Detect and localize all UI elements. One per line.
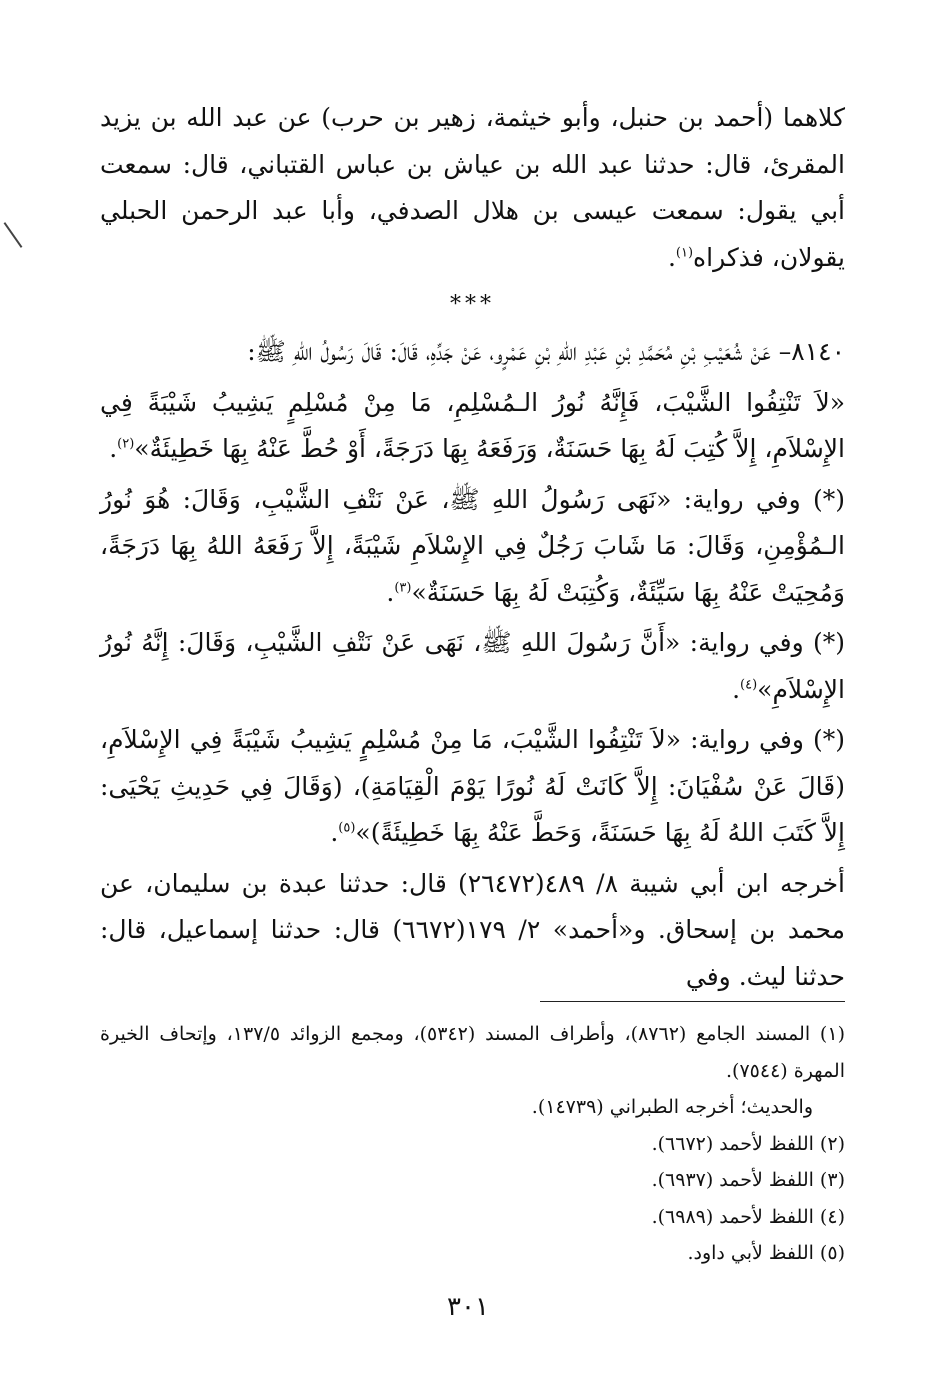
hadith-main-text: «لاَ تَنْتِفُوا الشَّيْبَ، فَإِنَّهُ نُورُ الـمُسْلِمِ، مَا مِنْ مُسْلِمٍ يَشِيبُ شَيْبَةً فِي الإِسْلاَمِ، إِلاَّ كُتِبَ لَهُ بِهَا حَسَنَةٌ، وَرَفَعَهُ بِهَا دَرَجَةً، أَوْ حُطَّ عَنْهُ بِهَا خَطِيئَةٌ» — [100, 387, 845, 463]
scan-edge-mark — [4, 222, 23, 248]
period: . — [330, 818, 339, 847]
hadith-heading — [100, 329, 845, 376]
hadith-text — [100, 380, 845, 473]
period: . — [667, 242, 676, 272]
footnote-ref-1: (١) — [675, 245, 694, 261]
footnote-4: (٤) اللفظ لأحمد (٦٩٨٩). — [651, 1205, 845, 1228]
variant-1-text: (*) وفي رواية: «نَهَى رَسُولُ اللهِ ﷺ، عَنْ نَتْفِ الشَّيْبِ، وَقَالَ: هُوَ نُورُ الـمُؤْمِنِ، وَقَالَ: مَا شَابَ رَجُلٌ فِي الإِسْلاَمِ شَيْبَةً، إِلاَّ رَفَعَهُ اللهُ بِهَا دَرَجَةً، وَمُحِيَتْ عَنْهُ بِهَا سَيِّئَةٌ، وَكُتِبَتْ لَهُ بِهَا حَسَنَةٌ» — [100, 484, 845, 607]
footnote-1-continuation: والحديث؛ أخرجه الطبراني (١٤٧٣٩). — [531, 1096, 813, 1118]
footnote-1: (١) المسند الجامع (٨٧٦٢)، وأطراف المسند (٥٣٤٢)، ومجمع الزوائد ١٣٧/٥، وإتحاف الخيرة المهرة (٧٥٤٤). — [100, 1023, 845, 1082]
period: . — [109, 434, 118, 463]
main-text — [100, 95, 845, 1000]
variant-2-text: (*) وفي رواية: «أَنَّ رَسُولَ اللهِ ﷺ، نَهَى عَنْ نَتْفِ الشَّيْبِ، وَقَالَ: إِنَّهُ نُورُ الإِسْلاَمِ» — [100, 628, 845, 704]
footnote-3: (٣) اللفظ لأحمد (٦٩٣٧). — [651, 1169, 845, 1191]
footnote-2: (٢) اللفظ لأحمد (٦٦٧٢). — [651, 1132, 845, 1155]
footnote-ref-3: (٣) — [394, 580, 412, 596]
period: . — [386, 577, 395, 607]
variant-3-text: (*) وفي رواية: «لاَ تَنْتِفُوا الشَّيْبَ، مَا مِنْ مُسْلِمٍ يَشِيبُ شَيْبَةً فِي الإِسْلاَمِ، (قَالَ عَنْ سُفْيَانَ: إِلاَّ كَانَتْ لَهُ نُورًا يَوْمَ الْقِيَامَةِ)، (وَقَالَ فِي حَدِيثِ يَحْيَى: إِلاَّ كَتَبَ اللهُ لَهُ بِهَا حَسَنَةً، وَحَطَّ عَنْهُ بِهَا خَطِيئَةً)» — [100, 725, 845, 847]
footnote-ref-4: (٤) — [740, 677, 758, 693]
footnote-ref-5: (٥) — [338, 820, 356, 836]
chain-text: كلاهما (أحمد بن حنبل، وأبو خيثمة، زهير بن حرب) عن عبد الله بن يزيد المقرئ، قال: حدثنا عبد الله بن عياش بن عباس القتباني، قال: سمعت أبي يقول: سمعت عيسى بن هلال الصدفي، وأبا عبد الرحمن الحبلي يقولان، فذكراه — [100, 103, 845, 272]
narration-variant-3 — [100, 717, 845, 857]
footnotes — [100, 1016, 845, 1272]
period: . — [732, 674, 741, 704]
page-number: ٣٠١ — [447, 1292, 489, 1322]
footnote-5: (٥) اللفظ لأبي داود. — [687, 1242, 845, 1264]
footnote-ref-2: (٢) — [117, 436, 135, 452]
section-separator: *** — [450, 292, 495, 317]
hadith-number: ٨١٤٠ — [791, 337, 845, 366]
narration-variant-1 — [100, 477, 845, 617]
footnote-divider — [540, 1001, 845, 1002]
hadith-intro: – عَنْ شُعَيْبِ بْنِ مُحَمَّدِ بْنِ عَبْدِ اللهِ بْنِ عَمْرٍو، عَنْ جَدِّهِ، قَالَ: قَالَ رَسُولُ اللهِ ﷺ: — [247, 337, 792, 366]
paragraph-chain — [100, 95, 845, 281]
narration-variant-2 — [100, 620, 845, 713]
takhrij-paragraph: أخرجه ابن أبي شيبة ٨/ ٤٨٩(٢٦٤٧٢) قال: حدثنا عبدة بن سليمان، عن محمد بن إسحاق. و«أحمد» ٢/ ١٧٩(٦٦٧٢) قال: حدثنا إسماعيل، قال: حدثنا ليث. وفي — [100, 868, 846, 991]
